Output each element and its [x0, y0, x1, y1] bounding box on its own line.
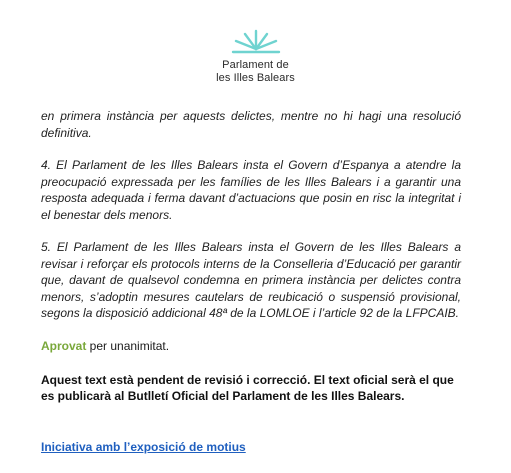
- approval-status: [41, 338, 461, 354]
- initiative-link[interactable]: Iniciativa amb l’exposició de motius: [41, 440, 246, 454]
- sunrays-icon: [230, 28, 282, 56]
- revision-notice: Aquest text està pendent de revisió i correcció. El text oficial serà el que es publicarà al Butlletí Oficial del Parlament de les Illes Balears.: [41, 372, 454, 403]
- paragraph-point-5: 5. El Parlament de les Illes Balears insta el Govern de les Illes Balears a revisar i reforçar els protocols interns de la Conselleria d’Educació per garantir que, davant de qualsevol condemna en primera instància per delictes contra menors, s’adoptin mesures cautelars de reubicació o suspensió provisional, segons la disposició addicional 48ª de la LOMLOE i l’article 92 de la LFPCAIB.: [41, 240, 461, 320]
- logo-text-line2: les Illes Balears: [216, 72, 295, 84]
- paragraph-point-4: 4. El Parlament de les Illes Balears insta el Govern d’Espanya a atendre la preocupació expressada per les famílies de les Illes Balears i a garantir una resposta adequada i ferma davant d’actuacions que posin en risc la integritat i el benestar dels menors.: [41, 158, 461, 222]
- paragraph-continuation: en primera instància per aquests delictes, mentre no hi hagi una resolució definitiva.: [41, 109, 461, 140]
- logo-text-line1: Parlament de: [222, 59, 289, 71]
- approved-label: Aprovat: [41, 338, 87, 353]
- parliament-logo: [0, 28, 511, 85]
- document-body: [41, 108, 461, 404]
- approved-detail: per unanimitat.: [86, 338, 170, 353]
